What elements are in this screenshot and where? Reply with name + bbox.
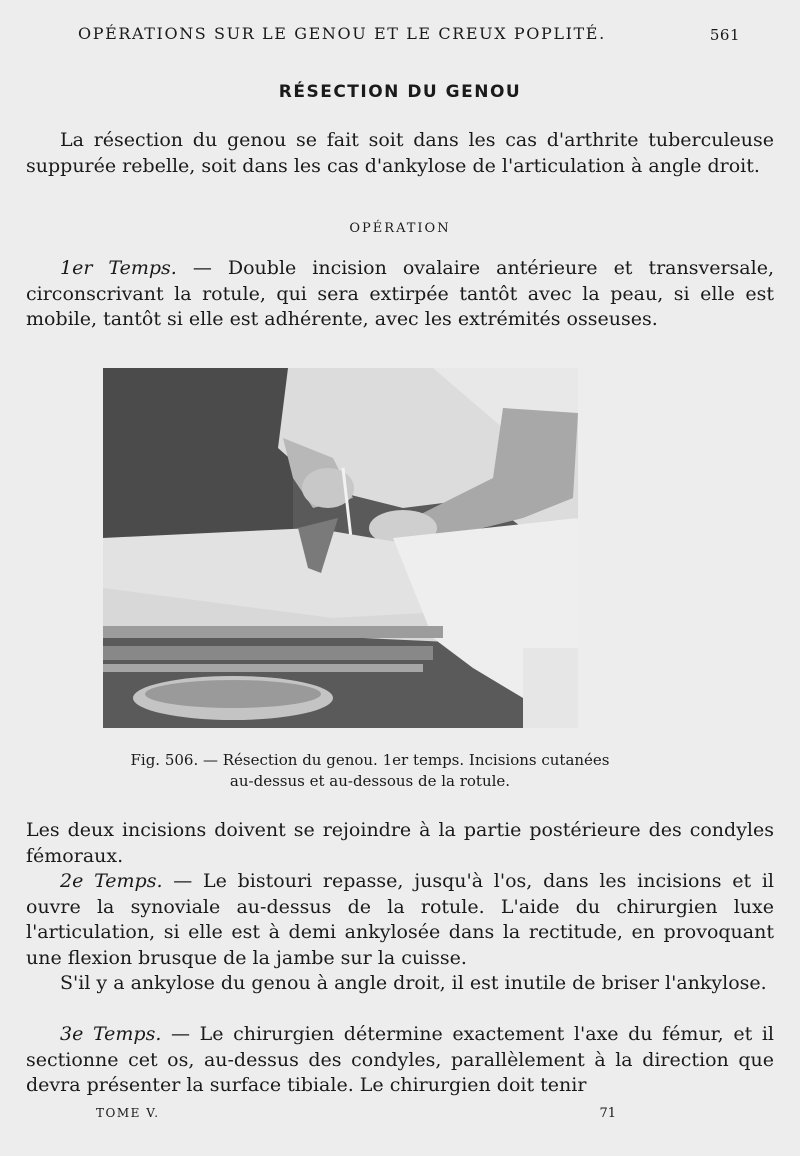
figure-caption-line-2: au-dessus et au-dessous de la rotule.	[229, 772, 511, 790]
paragraph-ankylose: S'il y a ankylose du genou à angle droit, il est inutile de briser l'ankylose.	[60, 972, 767, 994]
page-number: 561	[709, 26, 740, 44]
intro-paragraph: La résection du genou se fait soit dans les cas d'arthrite tuberculeuse suppurée rebelle, soit dans les cas d'ankylose de l'articulation à angle droit.	[26, 129, 774, 177]
figure-caption	[100, 750, 640, 792]
temps1-text: — Double incision ovalaire antérieure et transversale, circonscrivant la rotule, qui sera extirpée tantôt avec la peau, si elle est mobile, tantôt si elle est adhérente, avec les extrémités osseuses.	[26, 257, 774, 330]
temps2-paragraph	[26, 869, 774, 971]
temps3-paragraph	[26, 1022, 774, 1099]
signature-mark: 71	[599, 1106, 616, 1121]
temps3-text: — Le chirurgien détermine exactement l'axe du fémur, et il sectionne cet os, au-dessus des condyles, parallèlement à la direction que devra présenter la surface tibiale. Le chirurgien doit tenir	[26, 1023, 774, 1096]
temps1-paragraph	[26, 256, 774, 333]
temps2-text: — Le bistouri repasse, jusqu'à l'os, dans les incisions et il ouvre la synoviale au-dessus de la rotule. L'aide du chirurgien luxe l'articulation, si elle est à demi ankylosée dans la rectitude, en provoquant une flexion brusque de la jambe sur la cuisse.	[26, 870, 774, 969]
volume-label: TOME V.	[96, 1106, 160, 1120]
surgery-photo-illustration	[103, 368, 578, 728]
temps1-label: 1er Temps.	[60, 257, 177, 279]
temps3-label: 3e Temps.	[60, 1023, 162, 1045]
paragraph-incisions: Les deux incisions doivent se rejoindre à la partie postérieure des condyles fémoraux.	[26, 819, 774, 867]
figure-caption-line-1: Fig. 506. — Résection du genou. 1er temps. Incisions cutanées	[130, 751, 610, 769]
temps2-label: 2e Temps.	[60, 870, 163, 892]
subheading: OPÉRATION	[349, 221, 451, 236]
section-title: RÉSECTION DU GENOU	[278, 82, 522, 102]
running-title: OPÉRATIONS SUR LE GENOU ET LE CREUX POPLITÉ.	[78, 24, 606, 43]
figure-photograph	[103, 368, 578, 728]
